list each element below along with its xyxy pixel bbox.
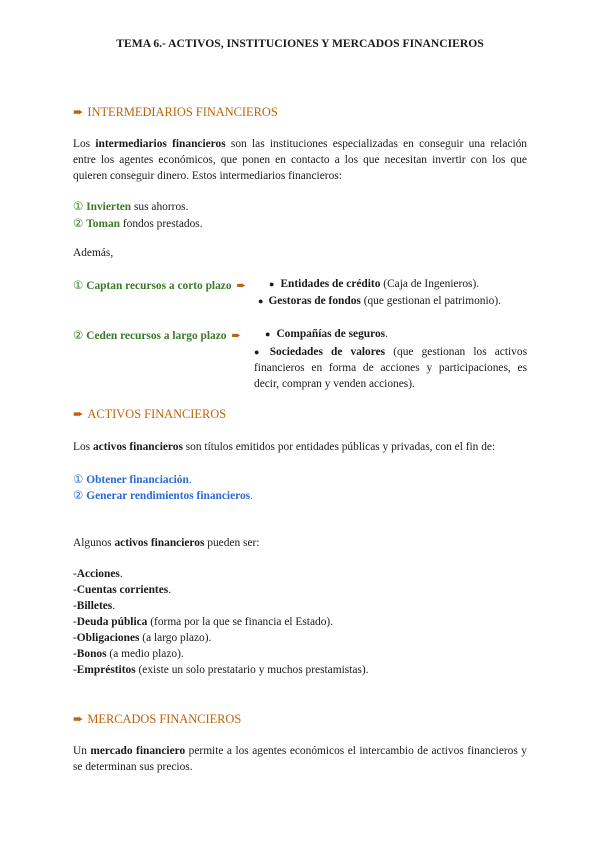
list-item: ● Compañías de seguros. [265,328,388,340]
bullet-icon: ● [269,279,275,289]
list-item: -Billetes. [73,600,116,612]
section-heading-text: ACTIVOS FINANCIEROS [87,407,227,421]
list-item: ● Gestoras de fondos (que gestionan el patrimonio). [258,295,501,307]
term-intermediarios: intermediarios financieros [95,138,226,150]
page-title: TEMA 6.- ACTIVOS, INSTITUCIONES Y MERCADOS FINANCIEROS [116,37,484,50]
section-heading-activos [73,406,226,422]
bullet-icon: ● [265,329,271,339]
ademas-text: Además, [73,247,114,259]
bullet-icon: ● [254,347,265,357]
section-heading-text: MERCADOS FINANCIEROS [87,712,242,726]
list-item: -Bonos (a medio plazo). [73,648,184,660]
arrow-icon: ➨ [73,712,84,726]
activos-intro: Los activos financieros son títulos emitidos por entidades públicas y privadas, con el fin de: [73,441,496,453]
list-item: -Acciones. [73,568,123,580]
list-item: -Empréstitos (existe un solo prestatario y muchos prestamistas). [73,664,369,676]
list-item: -Cuentas corrientes. [73,584,172,596]
list-item: -Obligaciones (a largo plazo). [73,632,212,644]
algunos-text: Algunos activos financieros pueden ser: [73,537,260,549]
section-heading-text: INTERMEDIARIOS FINANCIEROS [87,105,278,119]
list-item: ● Sociedades de valores (que gestionan los activos financieros en forma de acciones y participaciones, es decir, compran y venden acciones). [254,346,528,391]
mercados-intro: Un mercado financiero permite a los agentes económicos el intercambio de activos financieros y se determinan sus precios. [73,745,527,774]
list-item: ② Generar rendimientos financieros. [73,490,253,502]
cede-label: ② Ceden recursos a largo plazo ➨ [73,330,242,342]
arrow-icon: ➨ [231,330,242,342]
capta-label: ① Captan recursos a corto plazo ➨ [73,280,247,292]
list-item: ① Obtener financiación. [73,474,192,486]
arrow-icon: ➨ [236,280,247,292]
bullet-icon: ● [258,296,264,306]
arrow-icon: ➨ [73,407,84,421]
arrow-icon: ➨ [73,105,84,119]
list-item: -Deuda pública (forma por la que se financia el Estado). [73,616,334,628]
list-item: ● Entidades de crédito (Caja de Ingenieros). [269,278,480,290]
intermediarios-intro: Los intermediarios financieros son las instituciones especializadas en conseguir una relación entre los agentes económicos, que ponen en contacto a los que necesitan invertir con los que quieren conseguir dinero. Estos intermediarios financieros: [73,138,528,183]
section-heading-mercados [73,711,241,727]
list-item: ② Toman fondos prestados. [73,218,203,230]
list-item: ① Invierten sus ahorros. [73,201,189,213]
section-heading-intermediarios [73,104,278,120]
